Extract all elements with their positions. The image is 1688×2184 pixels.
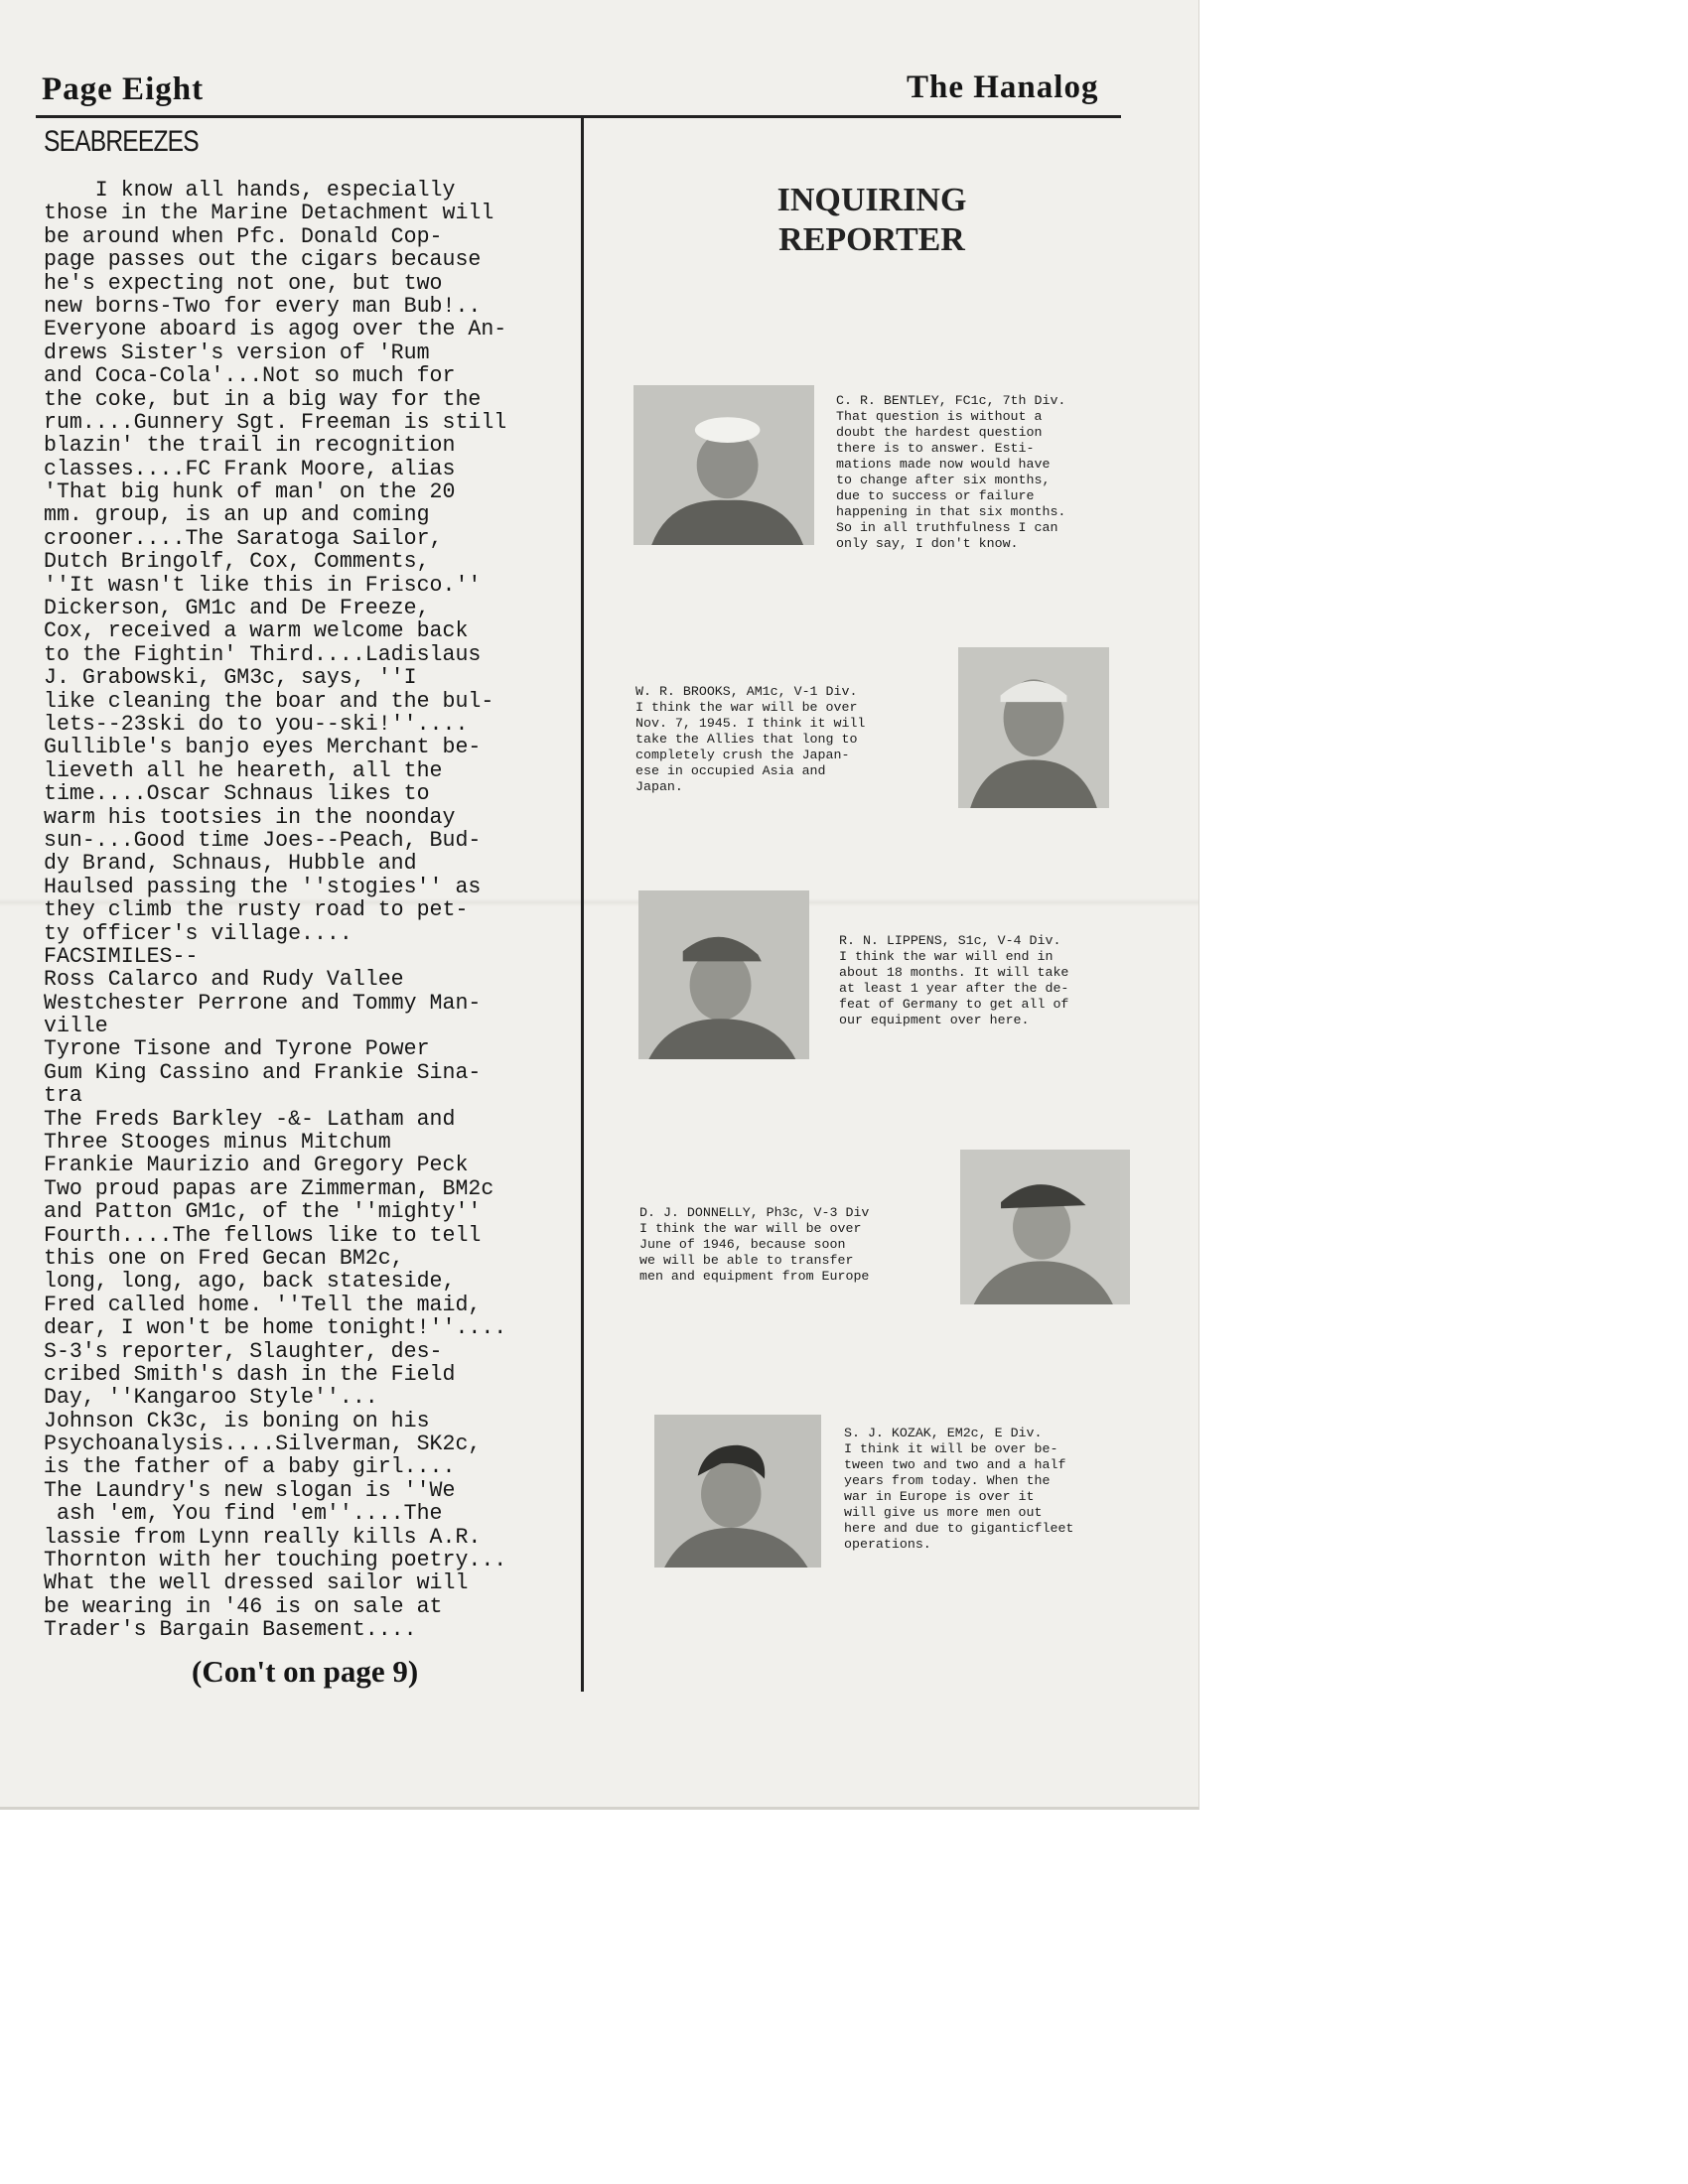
respondent-name: W. R. BROOKS, AM1c, V-1 Div.: [635, 684, 858, 699]
seabreezes-title: SEABREEZES: [44, 125, 199, 158]
seabreezes-line: classes....FC Frank Moore, alias: [44, 456, 456, 481]
respondent-name: D. J. DONNELLY, Ph3c, V-3 Div: [639, 1205, 870, 1220]
seabreezes-line: he's expecting not one, but two: [44, 270, 443, 296]
respondent-name: R. N. LIPPENS, S1c, V-4 Div.: [839, 933, 1061, 948]
answer-line: we will be able to transfer: [639, 1253, 854, 1268]
seabreezes-line: Dickerson, GM1c and De Freeze,: [44, 596, 430, 621]
seabreezes-line: new borns-Two for every man Bub!..: [44, 293, 482, 319]
answer-line: feat of Germany to get all of: [839, 997, 1069, 1012]
answer-line: ese in occupied Asia and: [635, 763, 826, 778]
answer-line: there is to answer. Esti-: [836, 441, 1035, 456]
seabreezes-line: warm his tootsies in the noonday: [44, 804, 456, 830]
seabreezes-line: Westchester Perrone and Tommy Man-: [44, 990, 482, 1016]
seabreezes-line: Three Stooges minus Mitchum: [44, 1130, 391, 1156]
seabreezes-line: Everyone aboard is agog over the An-: [44, 317, 507, 342]
inquiring-reporter-title: [733, 181, 1011, 260]
answer-line: due to success or failure: [836, 488, 1035, 503]
seabreezes-line: sun-...Good time Joes--Peach, Bud-: [44, 827, 482, 853]
page-number-label: Page Eight: [42, 71, 205, 107]
seabreezes-line: Johnson Ck3c, is boning on his: [44, 1408, 430, 1433]
seabreezes-line: The Laundry's new slogan is ''We: [44, 1477, 456, 1503]
publication-name: The Hanalog: [907, 69, 1099, 105]
answer-line: only say, I don't know.: [836, 536, 1019, 551]
seabreezes-line: and Coca-Cola'...Not so much for: [44, 363, 456, 389]
answer-line: will give us more men out: [844, 1505, 1043, 1520]
seabreezes-line: Psychoanalysis....Silverman, SK2c,: [44, 1432, 482, 1457]
answer-brooks: [635, 684, 865, 795]
seabreezes-line: Trader's Bargain Basement....: [44, 1617, 417, 1643]
answer-line: I think the war will be over: [639, 1221, 862, 1236]
seabreezes-line: dear, I won't be home tonight!''....: [44, 1315, 507, 1341]
seabreezes-line: S-3's reporter, Slaughter, des-: [44, 1338, 443, 1364]
answer-line: our equipment over here.: [839, 1013, 1030, 1027]
seabreezes-line: be around when Pfc. Donald Cop-: [44, 223, 443, 249]
seabreezes-line: Two proud papas are Zimmerman, BM2c: [44, 1175, 494, 1201]
answer-line: doubt the hardest question: [836, 425, 1043, 440]
answer-line: happening in that six months.: [836, 504, 1066, 519]
seabreezes-line: Frankie Maurizio and Gregory Peck: [44, 1153, 469, 1178]
seabreezes-line: I know all hands, especially: [44, 178, 456, 203]
seabreezes-line: Cox, received a warm welcome back: [44, 618, 469, 644]
seabreezes-line: The Freds Barkley -&- Latham and: [44, 1106, 456, 1132]
seabreezes-line: J. Grabowski, GM3c, says, ''I: [44, 665, 417, 691]
seabreezes-line: time....Oscar Schnaus likes to: [44, 781, 430, 807]
seabreezes-line: Gum King Cassino and Frankie Sina-: [44, 1059, 482, 1085]
answer-bentley: [836, 393, 1065, 552]
seabreezes-line: ash 'em, You find 'em''....The: [44, 1501, 443, 1527]
answer-line: years from today. When the: [844, 1473, 1051, 1488]
seabreezes-line: drews Sister's version of 'Rum: [44, 340, 430, 365]
seabreezes-line: Haulsed passing the ''stogies'' as: [44, 874, 482, 899]
seabreezes-line: and Patton GM1c, of the ''mighty'': [44, 1199, 482, 1225]
answer-line: I think it will be over be-: [844, 1441, 1058, 1456]
seabreezes-line: dy Brand, Schnaus, Hubble and: [44, 851, 417, 877]
seabreezes-line: crooner....The Saratoga Sailor,: [44, 525, 443, 551]
seabreezes-line: this one on Fred Gecan BM2c,: [44, 1245, 404, 1271]
portrait-donnelly: [960, 1150, 1130, 1304]
seabreezes-line: blazin' the trail in recognition: [44, 433, 456, 459]
answer-line: to change after six months,: [836, 473, 1051, 487]
answer-line: Nov. 7, 1945. I think it will: [635, 716, 866, 731]
column-divider: [581, 117, 584, 1692]
portrait-bentley: [633, 385, 814, 545]
seabreezes-line: Fred called home. ''Tell the maid,: [44, 1292, 482, 1317]
portrait-lippens: [638, 890, 809, 1059]
seabreezes-line: like cleaning the boar and the bul-: [44, 688, 494, 714]
title-line-2: REPORTER: [778, 221, 965, 258]
seabreezes-line: is the father of a baby girl....: [44, 1454, 456, 1480]
answer-lippens: [839, 933, 1068, 1028]
seabreezes-line: Fourth....The fellows like to tell: [44, 1222, 482, 1248]
seabreezes-line: they climb the rusty road to pet-: [44, 897, 469, 923]
seabreezes-line: page passes out the cigars because: [44, 247, 482, 273]
answer-line: operations.: [844, 1537, 931, 1552]
seabreezes-line: Gullible's banjo eyes Merchant be-: [44, 735, 482, 760]
seabreezes-line: tra: [44, 1083, 82, 1109]
header-rule: [36, 115, 1121, 118]
seabreezes-line: Thornton with her touching poetry...: [44, 1548, 507, 1573]
seabreezes-line: FACSIMILES--: [44, 943, 199, 969]
title-line-1: INQUIRING: [776, 182, 967, 218]
answer-line: That question is without a: [836, 409, 1043, 424]
seabreezes-column: [44, 179, 580, 1642]
seabreezes-line: What the well dressed sailor will: [44, 1570, 469, 1596]
answer-donnelly: [639, 1205, 869, 1285]
answer-line: here and due to giganticfleet: [844, 1521, 1074, 1536]
seabreezes-line: those in the Marine Detachment will: [44, 201, 494, 226]
seabreezes-line: be wearing in '46 is on sale at: [44, 1593, 443, 1619]
seabreezes-line: the coke, but in a big way for the: [44, 386, 482, 412]
answer-line: take the Allies that long to: [635, 732, 858, 747]
seabreezes-line: ''It wasn't like this in Frisco.'': [44, 572, 482, 598]
continued-note: (Con't on page 9): [192, 1654, 419, 1689]
answer-line: mations made now would have: [836, 457, 1051, 472]
answer-kozak: [844, 1426, 1073, 1553]
seabreezes-line: long, long, ago, back stateside,: [44, 1269, 456, 1295]
answer-line: June of 1946, because soon: [639, 1237, 846, 1252]
seabreezes-line: rum....Gunnery Sgt. Freeman is still: [44, 409, 507, 435]
seabreezes-line: lets--23ski do to you--ski!''....: [44, 711, 469, 737]
seabreezes-line: ty officer's village....: [44, 920, 352, 946]
answer-line: about 18 months. It will take: [839, 965, 1069, 980]
seabreezes-line: lassie from Lynn really kills A.R.: [44, 1524, 482, 1550]
answer-line: tween two and two and a half: [844, 1457, 1066, 1472]
seabreezes-line: Day, ''Kangaroo Style''...: [44, 1385, 378, 1411]
portrait-kozak: [654, 1415, 821, 1568]
answer-line: completely crush the Japan-: [635, 748, 850, 762]
answer-line: men and equipment from Europe: [639, 1269, 870, 1284]
seabreezes-line: to the Fightin' Third....Ladislaus: [44, 641, 482, 667]
seabreezes-line: ville: [44, 1014, 108, 1039]
respondent-name: S. J. KOZAK, EM2c, E Div.: [844, 1426, 1043, 1440]
answer-line: I think the war will end in: [839, 949, 1054, 964]
seabreezes-line: 'That big hunk of man' on the 20: [44, 479, 456, 505]
portrait-brooks: [958, 647, 1109, 808]
seabreezes-line: lieveth all he heareth, all the: [44, 757, 443, 783]
seabreezes-line: Tyrone Tisone and Tyrone Power: [44, 1036, 430, 1062]
answer-line: So in all truthfulness I can: [836, 520, 1058, 535]
answer-line: war in Europe is over it: [844, 1489, 1035, 1504]
answer-line: I think the war will be over: [635, 700, 858, 715]
answer-line: Japan.: [635, 779, 683, 794]
seabreezes-line: Dutch Bringolf, Cox, Comments,: [44, 549, 430, 575]
seabreezes-line: Ross Calarco and Rudy Vallee: [44, 967, 404, 993]
seabreezes-line: mm. group, is an up and coming: [44, 502, 430, 528]
respondent-name: C. R. BENTLEY, FC1c, 7th Div.: [836, 393, 1066, 408]
answer-line: at least 1 year after the de-: [839, 981, 1069, 996]
seabreezes-line: cribed Smith's dash in the Field: [44, 1361, 456, 1387]
